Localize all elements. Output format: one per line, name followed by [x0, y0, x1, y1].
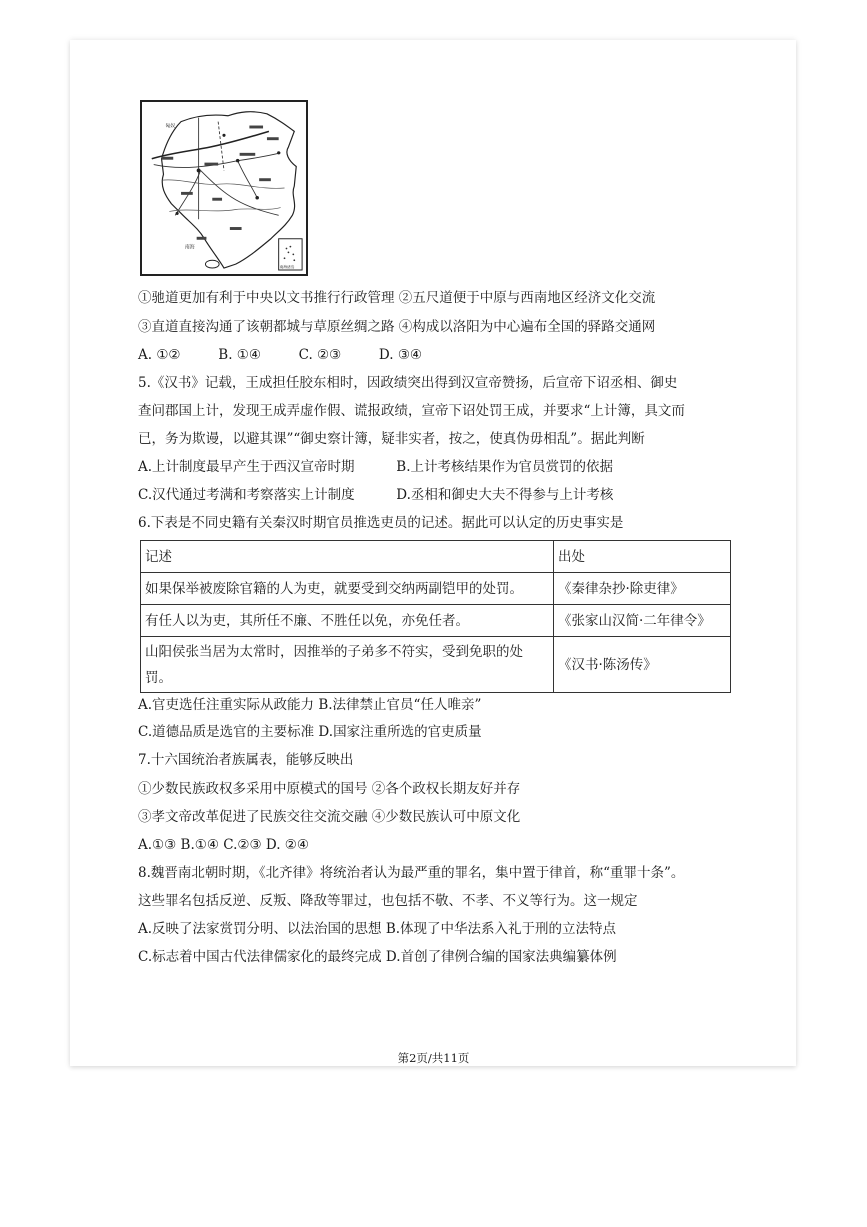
q5-options-row-2	[138, 486, 613, 504]
table-row	[141, 605, 731, 637]
q6-options-row-1[interactable]: A.官吏选任注重实际从政能力 B.法律禁止官员“任人唯亲”	[138, 697, 482, 713]
q4-option-b[interactable]: B. ①④	[218, 347, 262, 363]
q7-options[interactable]: A.①③ B.①④ C.②③ D. ②④	[138, 837, 310, 853]
q8-stem-line-2: 这些罪名包括反逆、反叛、降敌等罪过，也包括不敬、不孝、不义等行为。这一规定	[138, 893, 638, 909]
q7-statement-row-1: ①少数民族政权多采用中原模式的国号 ②各个政权长期友好并存	[138, 781, 521, 797]
q6-options-row-2[interactable]: C.道德品质是选官的主要标准 D.国家注重所选的官吏质量	[138, 724, 482, 740]
q4-statement-row-2: ③直道直接沟通了该朝都城与草原丝绸之路 ④构成以洛阳为中心遍布全国的驿路交通网	[138, 319, 656, 335]
q4-options	[138, 346, 422, 364]
q4-option-a[interactable]: A. ①②	[138, 347, 181, 363]
table-row	[141, 637, 731, 693]
table-header-row	[141, 541, 731, 573]
table-header-record: 记述	[141, 541, 554, 573]
q5-option-b[interactable]: B.上计考核结果作为官员赏罚的依据	[396, 459, 614, 475]
q8-stem-line-1: 8.魏晋南北朝时期，《北齐律》将统治者认为最严重的罪名，集中置于律首，称“重罪十条”。	[138, 865, 685, 881]
q4-option-d[interactable]: D. ③④	[378, 347, 423, 363]
q8-options-row-1[interactable]: A.反映了法家赏罚分明、以法治国的思想 B.体现了中华法系入礼于刑的立法特点	[138, 921, 617, 937]
page-number: 第2页/共11页	[397, 1051, 470, 1065]
table-cell-record: 如果保举被废除官籍的人为吏，就要受到交纳两副铠甲的处罚。	[141, 573, 554, 605]
map-drawing	[142, 102, 306, 274]
q6-source-table	[140, 540, 731, 693]
q5-option-c[interactable]: C.汉代通过考满和考察落实上计制度	[138, 487, 355, 503]
map-label-sea: 南海	[184, 244, 195, 251]
q8-options-row-2[interactable]: C.标志着中国古代法律儒家化的最终完成 D.首创了律例合编的国家法典编纂体例	[138, 949, 617, 965]
q5-stem-line-2: 查问郡国上计，发现王成弄虚作假、谎报政绩，宣帝下诏处罚王成，并要求“上计簿，具文而	[138, 403, 685, 419]
q5-options-row-1	[138, 458, 613, 476]
table-row	[141, 573, 731, 605]
table-cell-source: 《张家山汉简·二年律令》	[554, 605, 731, 637]
q7-stem: 7.十六国统治者族属表，能够反映出	[138, 752, 354, 768]
q6-stem: 6.下表是不同史籍有关秦汉时期官员推选吏员的记述。据此可以认定的历史事实是	[138, 515, 624, 531]
table-header-source: 出处	[554, 541, 731, 573]
q4-statement-row-1: ①驰道更加有利于中央以文书推行行政管理 ②五尺道便于中原与西南地区经济文化交流	[138, 290, 656, 306]
table-cell-source: 《汉书·陈汤传》	[554, 637, 731, 693]
map-inset-label: 南海诸岛	[279, 265, 295, 270]
q5-option-d[interactable]: D.丞相和御史大夫不得参与上计考核	[396, 487, 614, 503]
map-label-north: 匈奴	[165, 123, 176, 130]
q4-option-c[interactable]: C. ②③	[298, 347, 342, 363]
historical-map-figure	[140, 100, 308, 276]
table-cell-source: 《秦律杂抄·除吏律》	[554, 573, 731, 605]
table-cell-record: 山阳侯张当居为太常时，因推举的子弟多不符实，受到免职的处罚。	[141, 637, 554, 693]
q5-stem-line-1: 5.《汉书》记载，王成担任胶东相时，因政绩突出得到汉宣帝赞扬，后宣帝下诏丞相、御史	[138, 375, 678, 391]
table-cell-record: 有任人以为吏，其所任不廉、不胜任以免，亦免任者。	[141, 605, 554, 637]
q5-stem-line-3: 已，务为欺谩，以避其课”“御史察计簿，疑非实者，按之，使真伪毋相乱”。据此判断	[138, 431, 645, 447]
q5-option-a[interactable]: A.上计制度最早产生于西汉宣帝时期	[138, 459, 355, 475]
q7-statement-row-2: ③孝文帝改革促进了民族交往交流交融 ④少数民族认可中原文化	[138, 809, 521, 825]
